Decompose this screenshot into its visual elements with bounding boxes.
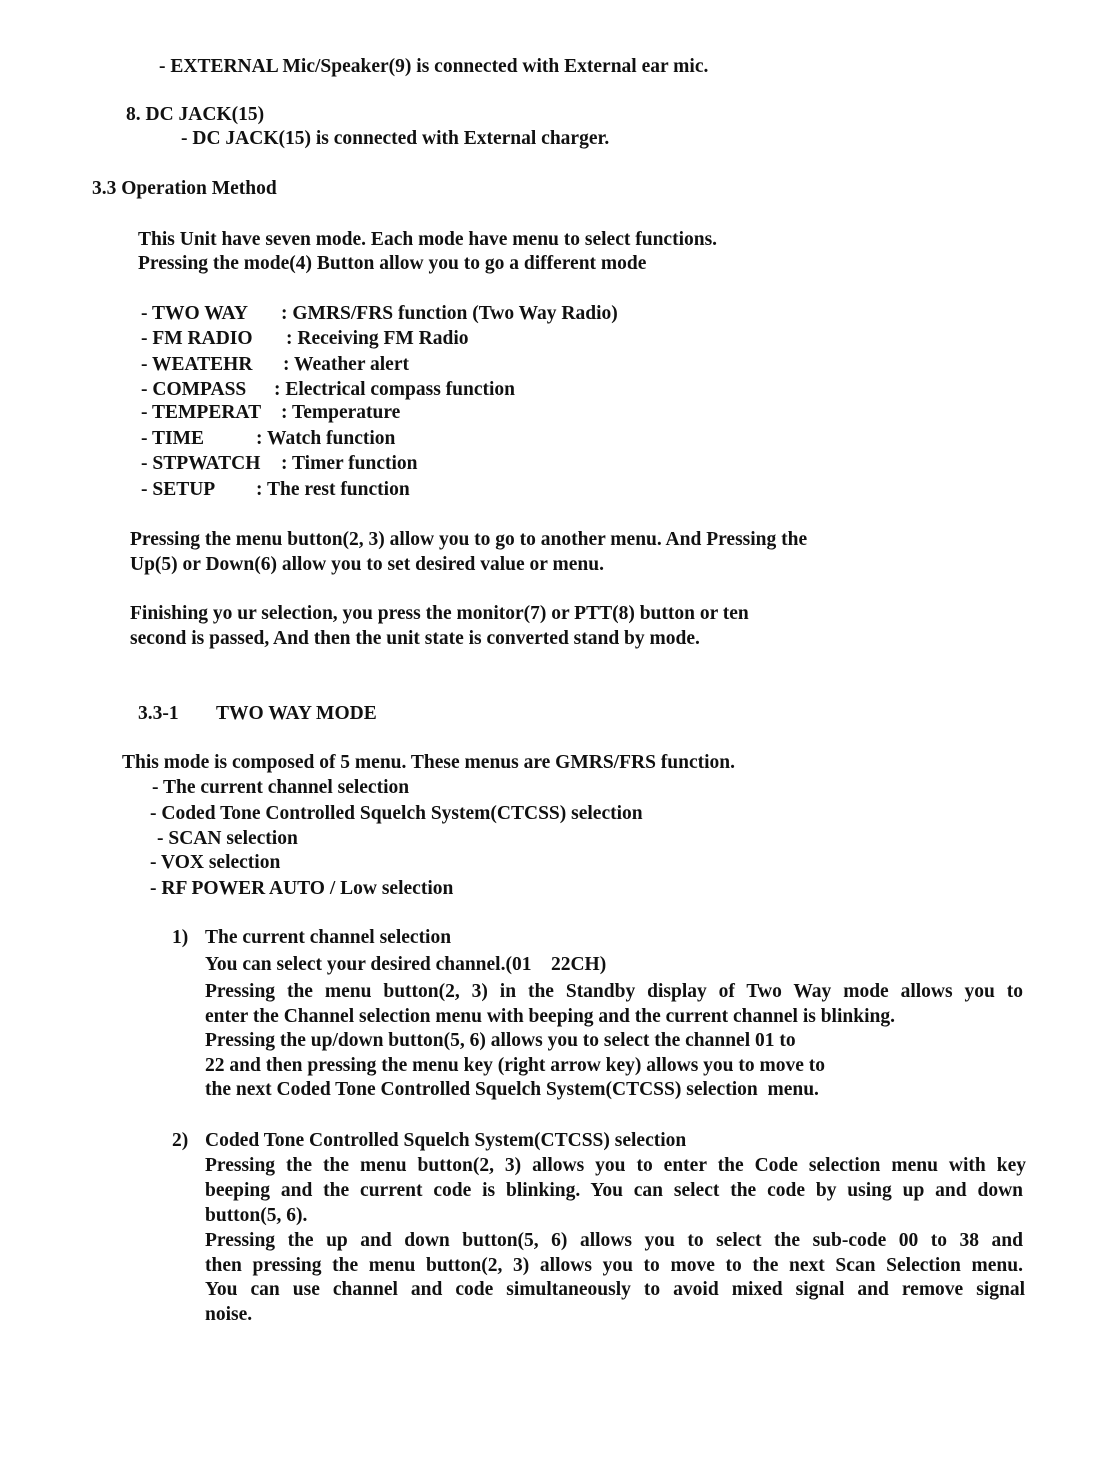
subsection-title: TWO WAY MODE: [216, 703, 377, 724]
mode-name: - COMPASS: [141, 379, 247, 400]
item-2-line: You can use channel and code simultaneously to avoid mixed signal and remove signal: [205, 1279, 1025, 1300]
mode-name: - WEATEHR: [141, 354, 253, 375]
item-2-title: Coded Tone Controlled Squelch System(CTCSS) selection: [205, 1130, 687, 1151]
menu-list-item: - RF POWER AUTO / Low selection: [150, 878, 454, 899]
item-2-line: then pressing the menu button(2, 3) allows you to move to the next Scan Selection menu.: [205, 1255, 1023, 1276]
mode-name: - TWO WAY: [141, 303, 248, 324]
mode-desc: : The rest function: [256, 479, 410, 500]
item-1-title: The current channel selection: [205, 927, 452, 948]
menu-list-item: - SCAN selection: [157, 828, 298, 849]
item-1-line: 22 and then pressing the menu key (right arrow key) allows you to move to: [205, 1055, 826, 1076]
mode-desc: : GMRS/FRS function (Two Way Radio): [281, 303, 618, 324]
external-mic-line: - EXTERNAL Mic/Speaker(9) is connected with External ear mic.: [159, 56, 709, 77]
subsection-number: 3.3-1: [138, 703, 179, 724]
mode-desc: : Receiving FM Radio: [286, 328, 469, 349]
item-1-line: You can select your desired channel.(01 22CH): [205, 954, 607, 975]
menu-list-item: - The current channel selection: [152, 777, 410, 798]
mode-desc: : Temperature: [281, 402, 401, 423]
menu-paragraph-line-2: Up(5) or Down(6) allow you to set desired value or menu.: [130, 554, 604, 575]
finish-paragraph-line-2: second is passed, And then the unit state is converted stand by mode.: [130, 628, 700, 649]
finish-paragraph-line-1: Finishing yo ur selection, you press the monitor(7) or PTT(8) button or ten: [130, 603, 749, 624]
mode-desc: : Weather alert: [283, 354, 409, 375]
item-2-line: noise.: [205, 1304, 253, 1325]
mode-name: - FM RADIO: [141, 328, 253, 349]
mode-desc: : Electrical compass function: [274, 379, 516, 400]
dc-jack-heading: 8. DC JACK(15): [126, 104, 265, 125]
item-1-line: enter the Channel selection menu with beeping and the current channel is blinking.: [205, 1006, 895, 1027]
item-2-line: beeping and the current code is blinking. You can select the code by using up and down: [205, 1180, 1023, 1201]
dc-jack-line: - DC JACK(15) is connected with External charger.: [181, 128, 610, 149]
item-2-line: button(5, 6).: [205, 1205, 308, 1226]
menu-list-item: - Coded Tone Controlled Squelch System(CTCSS) selection: [150, 803, 643, 824]
mode-name: - STPWATCH: [141, 453, 261, 474]
item-1-line: Pressing the up/down button(5, 6) allows you to select the channel 01 to: [205, 1030, 796, 1051]
item-2-line: Pressing the the menu button(2, 3) allows you to enter the Code selection menu with key: [205, 1155, 1026, 1176]
mode-name: - SETUP: [141, 479, 216, 500]
item-2-number: 2): [172, 1130, 189, 1151]
two-way-intro: This mode is composed of 5 menu. These menus are GMRS/FRS function.: [122, 752, 736, 773]
section-heading-3-3: 3.3 Operation Method: [92, 178, 277, 199]
intro-line-2: Pressing the mode(4) Button allow you to go a different mode: [138, 253, 647, 274]
mode-desc: : Watch function: [256, 428, 396, 449]
item-1-line: the next Coded Tone Controlled Squelch System(CTCSS) selection menu.: [205, 1079, 819, 1100]
mode-name: - TIME: [141, 428, 205, 449]
item-1-number: 1): [172, 927, 189, 948]
mode-desc: : Timer function: [281, 453, 418, 474]
menu-list-item: - VOX selection: [150, 852, 281, 873]
menu-paragraph-line-1: Pressing the menu button(2, 3) allow you to go to another menu. And Pressing the: [130, 529, 808, 550]
intro-line-1: This Unit have seven mode. Each mode have menu to select functions.: [138, 229, 718, 250]
item-2-line: Pressing the up and down button(5, 6) allows you to select the sub-code 00 to 38 and: [205, 1230, 1023, 1251]
item-1-line: Pressing the menu button(2, 3) in the Standby display of Two Way mode allows you to: [205, 981, 1023, 1002]
mode-name: - TEMPERAT: [141, 402, 262, 423]
